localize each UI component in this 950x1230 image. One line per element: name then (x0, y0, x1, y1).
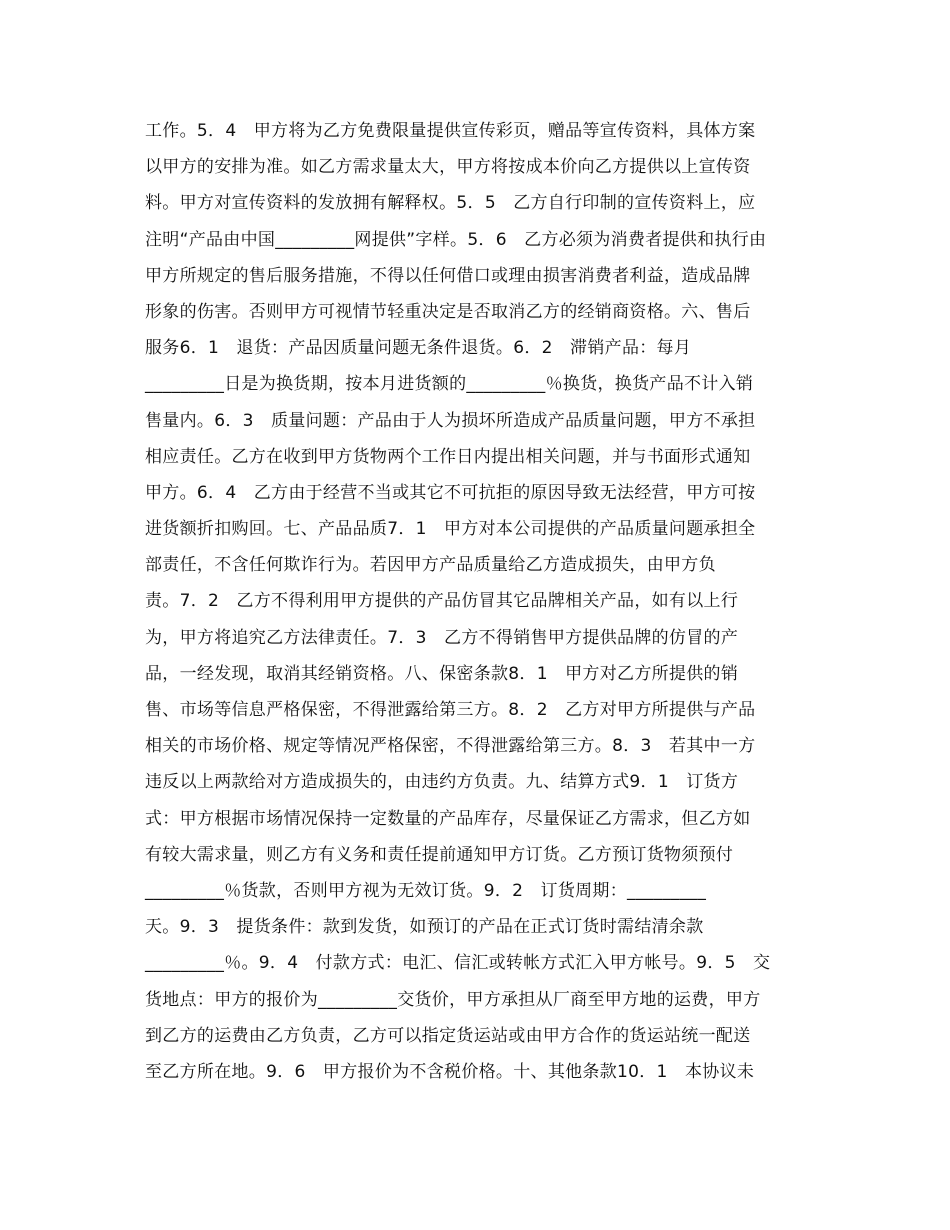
text-line: 式：甲方根据市场情况保持一定数量的产品库存，尽量保证乙方需求，但乙方如 (145, 808, 751, 829)
text-line: 售量内。6．3 质量问题：产品由于人为损坏所造成产品质量问题，甲方不承担 (145, 410, 756, 431)
text-line: 货地点：甲方的报价为_________交货价，甲方承担从厂商至甲方地的运费，甲方 (145, 989, 761, 1010)
text-line: 甲方。6．4 乙方由于经营不当或其它不可抗拒的原因导致无法经营，甲方可按 (145, 482, 756, 503)
text-line: 以甲方的安排为准。如乙方需求量太大，甲方将按成本价向乙方提供以上宣传资 (145, 157, 751, 178)
text-line: 料。甲方对宣传资料的发放拥有解释权。5．5 乙方自行印制的宣传资料上，应 (145, 193, 756, 214)
text-line: _________％。9．4 付款方式：电汇、信汇或转帐方式汇入甲方帐号。9．5 交 (145, 953, 771, 974)
text-line: 服务6．1 退货：产品因质量问题无条件退货。6．2 滞销产品：每月 (145, 338, 692, 359)
text-line: _________日是为换货期，按本月进货额的_________％换货，换货产品不计入销 (145, 374, 754, 395)
text-line: 为，甲方将追究乙方法律责任。7．3 乙方不得销售甲方提供品牌的仿冒的产 (145, 627, 739, 648)
text-line: _________％货款，否则甲方视为无效订货。9．2 订货周期：_________ (145, 880, 707, 901)
text-line: 违反以上两款给对方造成损失的，由违约方负责。九、结算方式9．1 订货方 (145, 772, 739, 793)
text-line: 售、市场等信息严格保密，不得泄露给第三方。8．2 乙方对甲方所提供与产品 (145, 700, 756, 720)
text-line: 工作。5．4 甲方将为乙方免费限量提供宣传彩页，赠品等宣传资料，具体方案 (145, 121, 756, 141)
text-line: 至乙方所在地。9．6 甲方报价为不含税价格。十、其他条款10．1 本协议未 (145, 1061, 755, 1082)
text-line: 品，一经发现，取消其经销资格。八、保密条款8．1 甲方对乙方所提供的销 (145, 663, 739, 684)
text-line: 到乙方的运费由乙方负责，乙方可以指定货运站或由甲方合作的货运站统一配送 (145, 1025, 751, 1046)
text-line: 甲方所规定的售后服务措施，不得以任何借口或理由损害消费者利益，造成品牌 (145, 265, 751, 286)
text-line: 形象的伤害。否则甲方可视情节轻重决定是否取消乙方的经销商资格。六、售后 (145, 301, 751, 322)
contract-text-body (145, 113, 815, 1090)
text-line: 注明“产品由中国_________网提供”字样。5．6 乙方必须为消费者提供和执行由 (145, 229, 767, 250)
text-line: 相关的市场价格、规定等情况严格保密，不得泄露给第三方。8．3 若其中一方 (145, 736, 756, 757)
text-line: 部责任，不含任何欺诈行为。若因甲方产品质量给乙方造成损失，由甲方负 (145, 555, 716, 576)
text-line: 有较大需求量，则乙方有义务和责任提前通知甲方订货。乙方预订货物须预付 (145, 844, 734, 865)
text-line: 天。9．3 提货条件：款到发货，如预订的产品在正式订货时需结清余款 (145, 917, 704, 938)
text-line: 相应责任。乙方在收到甲方货物两个工作日内提出相关问题，并与书面形式通知 (145, 446, 751, 467)
text-line: 责。7．2 乙方不得利用甲方提供的产品仿冒其它品牌相关产品，如有以上行 (145, 591, 739, 612)
text-line: 进货额折扣购回。七、产品品质7．1 甲方对本公司提供的产品质量问题承担全 (145, 519, 756, 540)
